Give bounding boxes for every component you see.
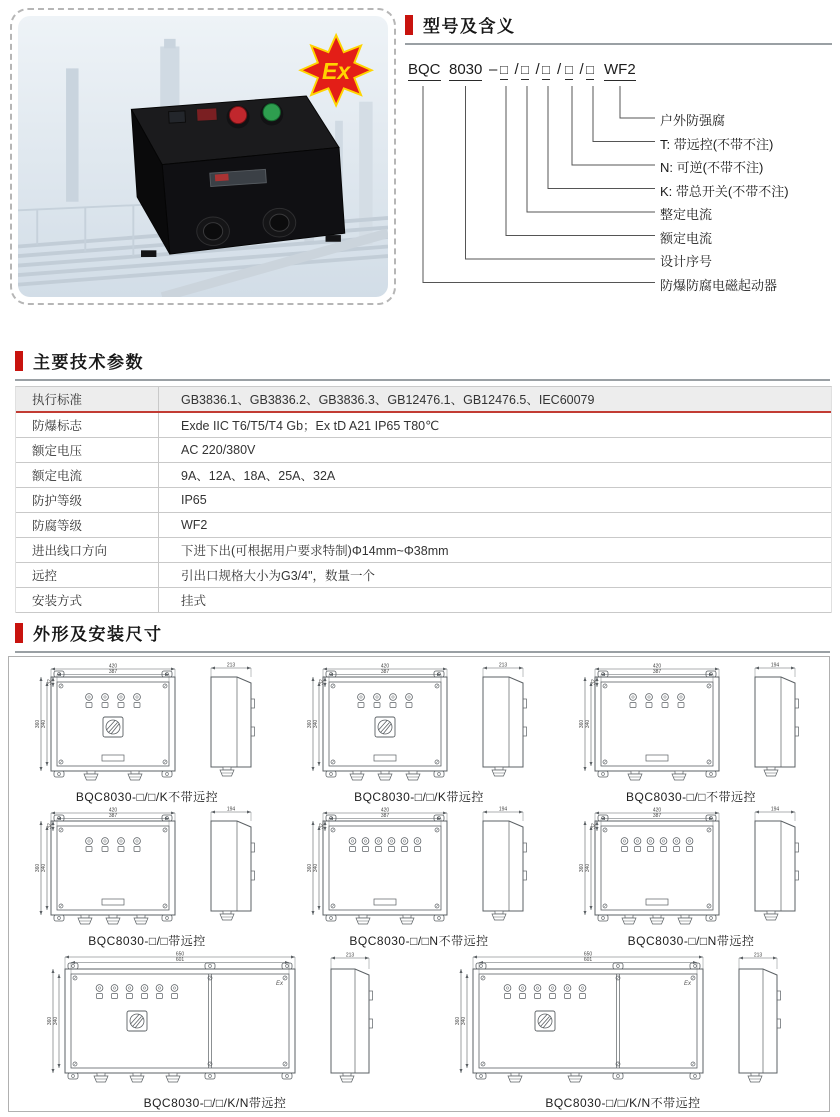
svg-text:360: 360 [579,863,585,873]
model-leader-lines [405,12,832,312]
dimension-drawing-svg [17,661,277,791]
model-section [405,12,832,312]
svg-text:32: 32 [47,823,53,829]
model-label: 设计序号 [660,254,713,269]
svg-text:387: 387 [108,669,118,675]
params-row [16,513,831,538]
diagram-caption: BQC8030-□/□N带远控 [627,934,755,948]
diagram-caption: BQC8030-□/□带远控 [88,934,206,948]
params-row [16,538,831,563]
product-photo [10,8,396,305]
param-label: 防护等级 [16,488,159,512]
dimension-drawing-svg [289,805,549,935]
param-value: 挂式 [181,594,207,608]
svg-text:32: 32 [319,679,325,685]
dimension-diagram [283,805,555,949]
model-code-token: / [514,61,519,78]
dimensions-section-header [15,620,830,653]
svg-text:340: 340 [41,719,47,729]
diagram-caption: BQC8030-□/□/K/N带远控 [143,1096,287,1110]
model-code-token: 8030 [449,61,482,81]
param-label: 额定电压 [16,438,159,462]
model-section-header [405,12,832,45]
svg-text:213: 213 [226,662,236,669]
params-row [16,563,831,588]
svg-text:601: 601 [583,957,593,963]
svg-text:601: 601 [175,957,185,963]
dimension-drawing-svg [289,661,549,791]
model-code-token: □ [500,62,508,80]
params-section-title: 主要技术参数 [33,353,144,372]
param-label: 额定电流 [16,463,159,487]
model-code-token: / [579,61,584,78]
dimension-drawing-svg [561,805,821,935]
params-row [16,488,831,513]
dimension-drawing-svg [17,805,277,935]
svg-text:32: 32 [591,679,597,685]
svg-text:650: 650 [583,951,593,958]
dimension-drawing-svg [433,949,813,1097]
svg-text:194: 194 [226,806,236,813]
product-photo-illustration [18,16,388,297]
params-section-header [15,348,830,381]
svg-text:360: 360 [307,863,313,873]
param-label: 安装方式 [16,588,159,612]
svg-text:360: 360 [47,1016,53,1026]
dimension-diagram [419,949,827,1111]
svg-text:387: 387 [652,813,662,819]
red-bar-icon [15,623,23,643]
param-value: 9A、12A、18A、25A、32A [181,469,336,483]
param-value: IP65 [181,493,207,507]
svg-text:360: 360 [579,719,585,729]
dimension-drawing-svg [561,661,821,791]
dimension-drawing-svg [25,949,405,1097]
svg-text:194: 194 [770,662,780,669]
model-label: 整定电流 [660,207,713,222]
svg-text:420: 420 [380,807,390,814]
svg-text:387: 387 [652,669,662,675]
dimension-drawings-panel [8,656,830,1112]
svg-text:420: 420 [380,663,390,670]
svg-text:360: 360 [307,719,313,729]
ex-starburst-icon [301,35,372,105]
diagram-caption: BQC8030-□/□N不带远控 [349,934,489,948]
diagram-caption: BQC8030-□/□/K/N不带远控 [545,1096,701,1110]
params-row [16,588,831,613]
svg-text:340: 340 [53,1016,59,1026]
svg-text:360: 360 [35,719,41,729]
dimension-diagram [11,949,419,1111]
svg-text:387: 387 [380,669,390,675]
model-code-token: WF2 [604,61,636,81]
svg-text:360: 360 [35,863,41,873]
svg-text:420: 420 [108,663,118,670]
param-value: WF2 [181,518,208,532]
ex-logo-text: Ex [322,57,351,84]
params-row [16,413,831,438]
model-label: 户外防强腐 [660,113,726,128]
svg-text:194: 194 [770,806,780,813]
svg-text:340: 340 [461,1016,467,1026]
svg-text:Ex: Ex [683,981,691,987]
param-value: GB3836.1、GB3836.2、GB3836.3、GB12476.1、GB12476.5、IEC60079 [181,393,595,407]
svg-text:340: 340 [41,863,47,873]
param-label: 防腐等级 [16,513,159,537]
model-section-title: 型号及含义 [423,17,516,36]
model-code-token: □ [565,62,573,80]
param-value: Exde IIC T6/T5/T4 Gb；Ex tD A21 IP65 T80℃ [181,419,440,433]
param-value: 下进下出(可根据用户要求特制)Φ14mm~Φ38mm [181,544,449,558]
diagram-caption: BQC8030-□/□/K不带远控 [75,790,219,804]
model-code [405,61,832,87]
param-label: 远控 [16,563,159,587]
model-code-token: BQC [408,61,441,81]
red-bar-icon [15,351,23,371]
svg-text:32: 32 [47,679,53,685]
svg-text:32: 32 [319,823,325,829]
svg-text:387: 387 [380,813,390,819]
svg-text:213: 213 [753,952,763,959]
svg-text:213: 213 [498,662,508,669]
dimension-drawings-grid [9,657,829,1111]
param-value: AC 220/380V [181,443,256,457]
svg-text:650: 650 [175,951,185,958]
params-row [16,387,831,413]
svg-text:194: 194 [498,806,508,813]
dimensions-section-title: 外形及安装尺寸 [33,625,163,644]
model-label: N: 可逆(不带不注) [660,160,764,175]
svg-text:420: 420 [652,807,662,814]
model-code-token: / [557,61,562,78]
model-code-token: / [535,61,540,78]
param-value: 引出口规格大小为G3/4"，数量一个 [181,569,376,583]
model-code-token: □ [542,62,550,80]
model-code-token: – [489,61,498,78]
svg-text:340: 340 [313,719,319,729]
param-label: 防爆标志 [16,413,159,437]
diagram-caption: BQC8030-□/□/K带远控 [354,790,484,804]
dimension-diagram [11,805,283,949]
svg-text:340: 340 [313,863,319,873]
dimension-diagram [555,805,827,949]
product-box [131,96,344,257]
model-code-token: □ [586,62,594,80]
model-label: 防爆防腐电磁起动器 [660,277,778,293]
svg-text:340: 340 [585,863,591,873]
params-table [15,386,832,613]
svg-text:420: 420 [108,807,118,814]
model-label: 额定电流 [660,230,713,246]
model-label: K: 带总开关(不带不注) [660,183,789,199]
diagram-caption: BQC8030-□/□不带远控 [625,790,757,804]
svg-text:32: 32 [591,823,597,829]
svg-text:213: 213 [345,952,355,959]
param-label: 执行标准 [16,387,159,411]
dimension-diagram [555,661,827,805]
dimension-diagram [11,661,283,805]
svg-text:Ex: Ex [275,981,283,987]
params-row [16,463,831,488]
model-code-token: □ [521,62,529,80]
svg-text:387: 387 [108,813,118,819]
svg-text:360: 360 [455,1016,461,1026]
dimension-diagram [283,661,555,805]
model-label: T: 带远控(不带不注) [660,136,774,152]
params-row [16,438,831,463]
param-label: 进出线口方向 [16,538,159,562]
svg-text:340: 340 [585,719,591,729]
red-bar-icon [405,15,413,35]
svg-text:420: 420 [652,663,662,670]
